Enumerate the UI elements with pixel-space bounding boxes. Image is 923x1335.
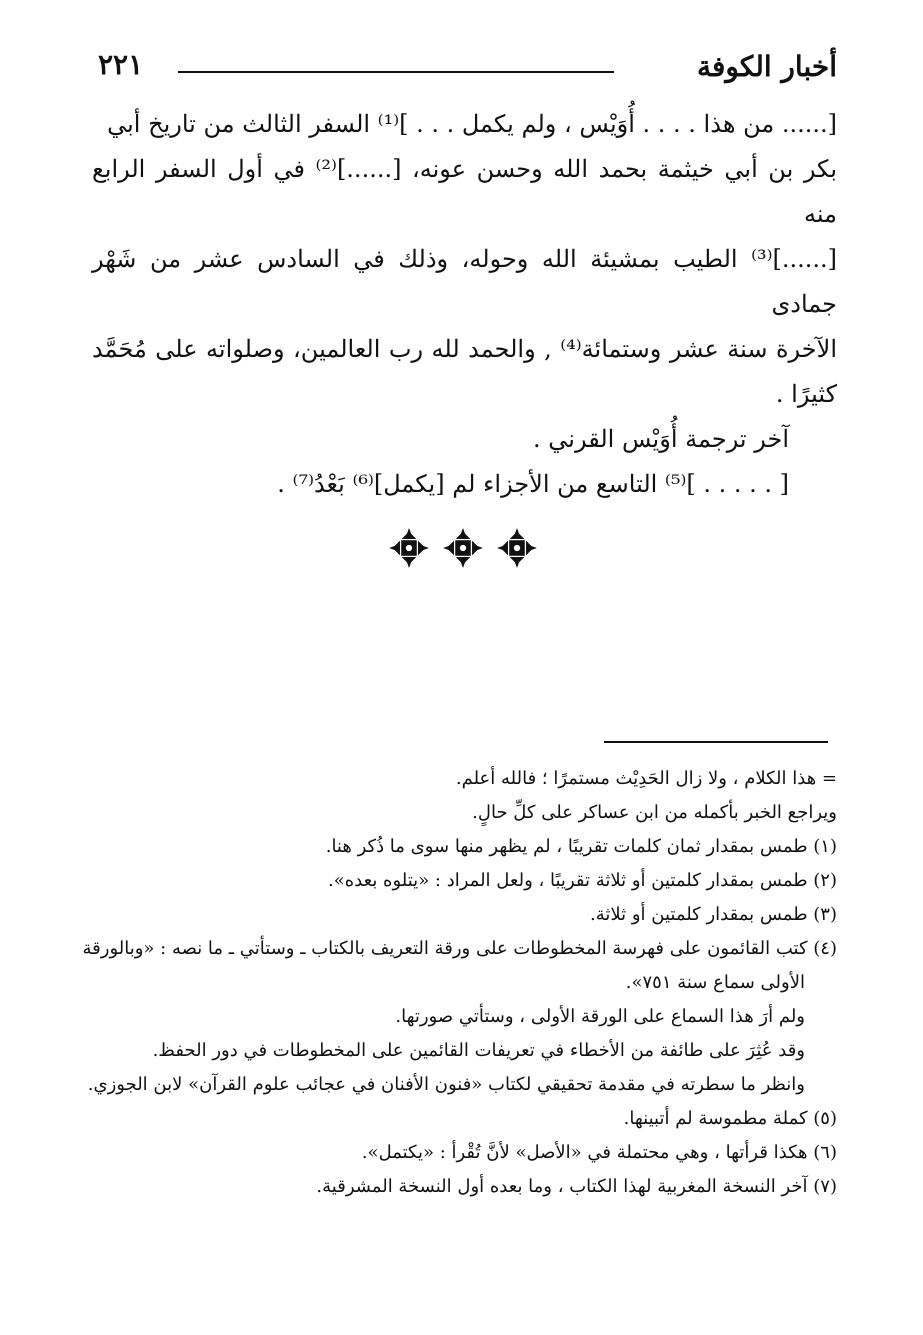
footnote-continuation: = هذا الكلام ، ولا زال الحَدِيْث مستمرًا ؛ فالله أعلم. [455,768,837,789]
running-header-title: أخبار الكوفة [697,50,837,83]
footnote-continuation: ويراجع الخبر بأكمله من ابن عساكر على كلِّ حالٍ. [472,802,837,823]
footnote-7: (٧) آخر النسخة المغربية لهذا الكتاب ، وما بعده أول النسخة المشرقية. [316,1176,837,1197]
footnote-4-line: ولم أرَ هذا السماع على الورقة الأولى ، وستأتي صورتها. [395,1006,805,1027]
main-line: [......]⁽³⁾ الطيب بمشيئة الله وحوله، وذلك في السادس عشر من شَهْر جمادى [92,245,837,318]
footnote-4-line: وانظر ما سطرته في مقدمة تحقيقي لكتاب «فنون الأفنان في عجائب علوم القرآن» لابن الجوزي. [87,1074,805,1095]
footnote-2: (٢) طمس بمقدار كلمتين أو ثلاثة تقريبًا ، ولعل المراد : «يتلوه بعده». [328,870,837,891]
footnote-5: (٥) كملة مطموسة لم أتبينها. [623,1108,837,1129]
footnote-rule [604,741,828,743]
footnote-6: (٦) هكذا قرأتها ، وهي محتملة في «الأصل» لأنَّ تُقْرأ : «يكتمل». [361,1142,837,1163]
footnote-3: (٣) طمس بمقدار كلمتين أو ثلاثة. [589,904,837,925]
footnote-4-line: وقد عُثِرَ على طائفة من الأخطاء في تعريفات القائمين على المخطوطات في دور الحفظ. [152,1040,805,1061]
main-line: آخر ترجمة أُوَيْس القرني . [533,425,789,453]
star-ornament-icon [388,527,430,569]
footnote-1: (١) طمس بمقدار ثمان كلمات تقريبًا ، لم يظهر منها سوى ما ذُكر هنا. [325,836,837,857]
footnote-4: (٤) كتب القائمون على فهرسة المخطوطات على ورقة التعريف بالكتاب ـ وستأتي ـ ما نصه : «وبالورقة [82,938,837,959]
main-line: [ . . . . . ]⁽⁵⁾ التاسع من الأجزاء لم [يكمل]⁽⁶⁾ بَعْدُ⁽⁷⁾ . [277,470,789,498]
main-line: بكر بن أبي خيثمة بحمد الله وحسن عونه، [......]⁽²⁾ في أول السفر الرابع منه [92,155,837,228]
footnote-4-line: الأولى سماع سنة ٧٥١». [625,972,805,993]
main-line: الآخرة سنة عشر وستمائة⁽⁴⁾ , والحمد لله رب العالمين، وصلواته على مُحَمَّد كثيرًا . [92,335,837,408]
section-divider-ornaments [388,523,538,573]
page-number: ٢٢١ [98,48,144,81]
header-rule [178,71,614,73]
star-ornament-icon [442,527,484,569]
main-text [92,102,837,507]
footnotes [82,762,837,1204]
star-ornament-icon [496,527,538,569]
main-line: [...... من هذا . . . . أُوَيْس ، ولم يكمل . . . ]⁽¹⁾ السفر الثالث من تاريخ أبي [107,110,837,138]
